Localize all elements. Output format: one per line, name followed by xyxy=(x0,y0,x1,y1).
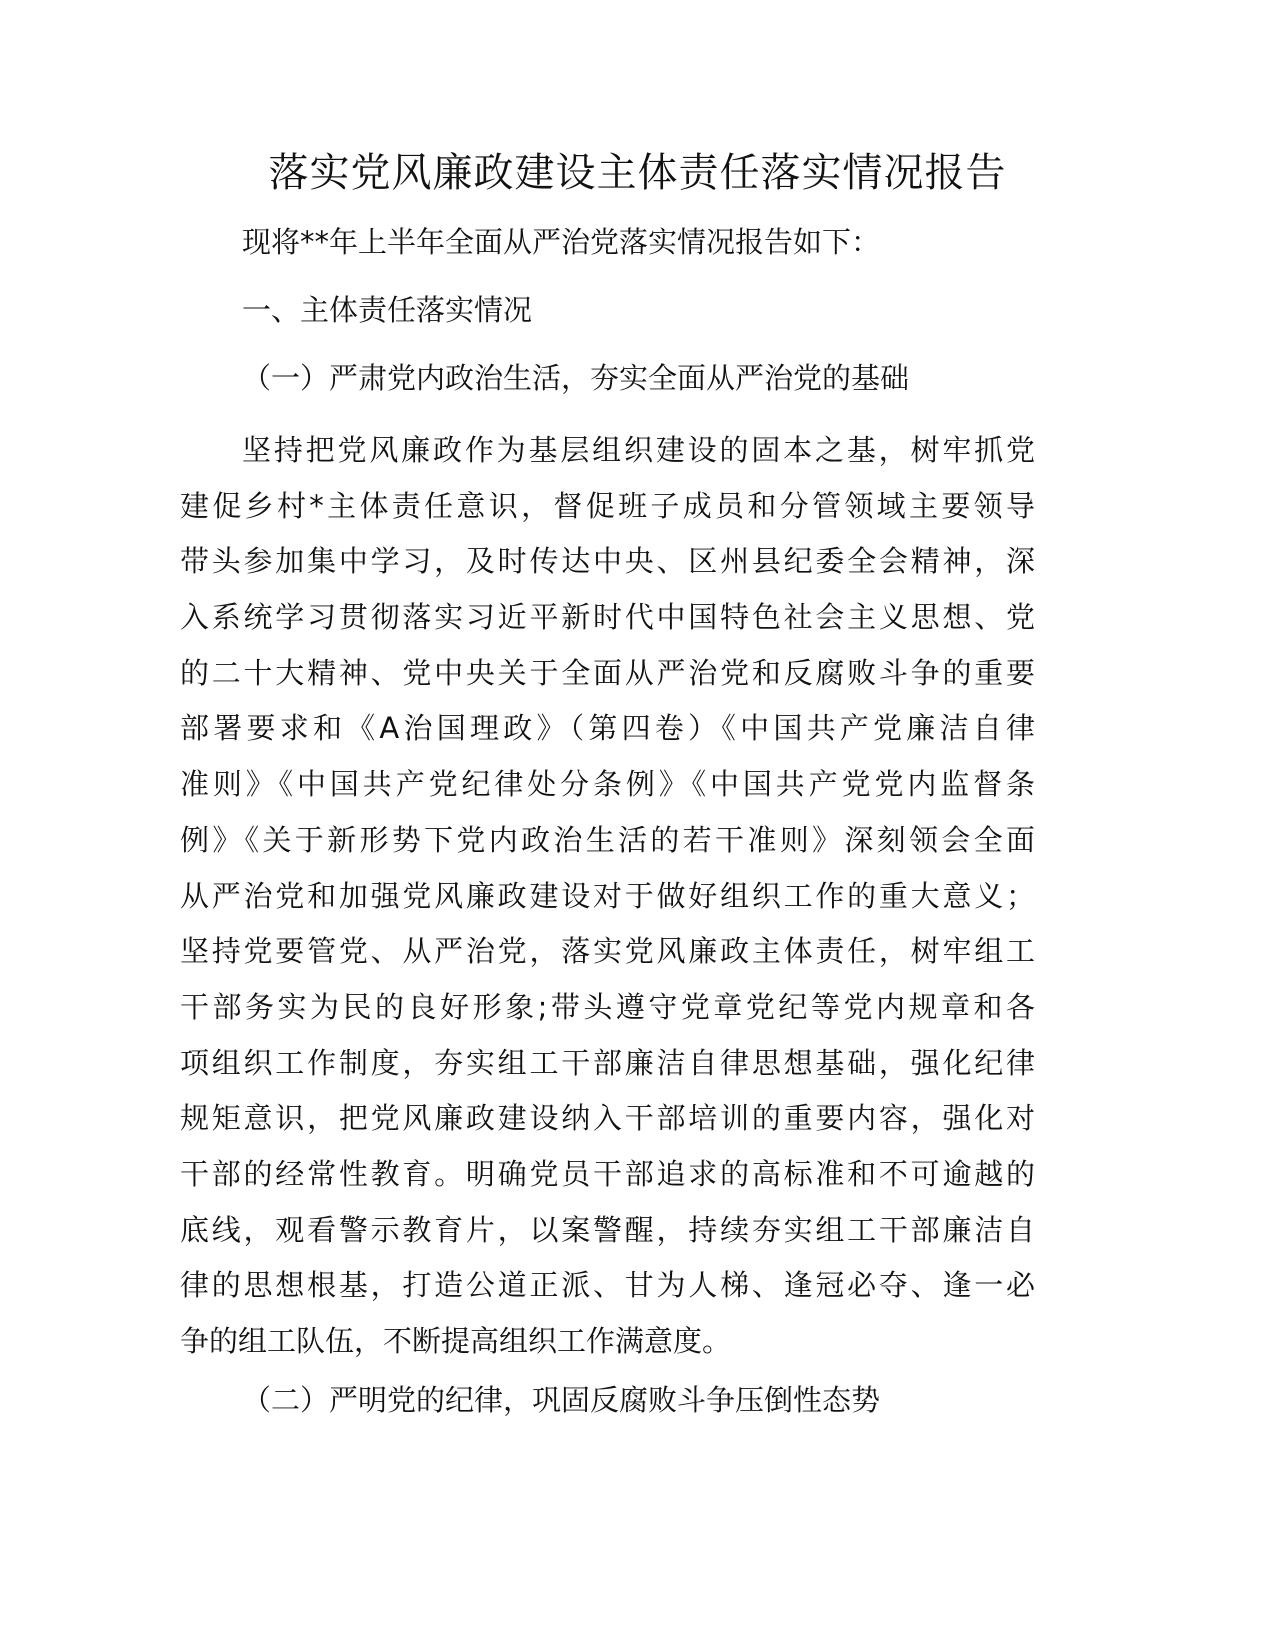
body-line: 部署要求和《A治国理政》（第四卷）《中国共产党廉洁自律 xyxy=(180,711,1035,746)
body-line: 争的组工队伍，不断提高组织工作满意度。 xyxy=(180,1324,732,1358)
body-line: 律的思想根基，打造公道正派、甘为人梯、逢冠必夺、逢一必 xyxy=(180,1268,1035,1303)
body-line: 项组织工作制度，夯实组工干部廉洁自律思想基础，强化纪律 xyxy=(180,1045,1035,1080)
body-line: 干部的经常性教育。明确党员干部追求的高标准和不可逾越的 xyxy=(180,1156,1035,1191)
document-title: 落实党风廉政建设主体责任落实情况报告 xyxy=(268,150,1007,196)
body-line: 准则》《中国共产党纪律处分条例》《中国共产党党内监督条 xyxy=(180,767,1035,802)
body-line: 干部务实为民的良好形象;带头遵守党章党纪等党内规章和各 xyxy=(180,989,1035,1024)
section-heading-1: 一、主体责任落实情况 xyxy=(242,293,533,327)
body-line: 入系统学习贯彻落实习近平新时代中国特色社会主义思想、党 xyxy=(180,600,1035,635)
body-line: 的二十大精神、党中央关于全面从严治党和反腐败斗争的重要 xyxy=(180,655,1035,690)
body-line: 带头参加集中学习，及时传达中央、区州县纪委全会精神，深 xyxy=(180,544,1035,579)
body-line: 规矩意识，把党风廉政建设纳入干部培训的重要内容，强化对 xyxy=(180,1101,1035,1136)
body-line: 例》《关于新形势下党内政治生活的若干准则》深刻领会全面 xyxy=(180,822,1035,857)
body-line: 底线，观看警示教育片，以案警醒，持续夯实组工干部廉洁自 xyxy=(180,1212,1035,1247)
intro-paragraph: 现将**年上半年全面从严治党落实情况报告如下： xyxy=(242,225,881,259)
body-line: 从严治党和加强党风廉政建设对于做好组织工作的重大意义； xyxy=(180,878,1035,913)
body-line: 建促乡村*主体责任意识，督促班子成员和分管领域主要领导 xyxy=(180,488,1035,523)
body-line: 坚持党要管党、从严治党，落实党风廉政主体责任，树牢组工 xyxy=(180,934,1035,969)
subsection-heading-2: （二）严明党的纪律，巩固反腐败斗争压倒性态势 xyxy=(242,1383,881,1417)
body-line: 坚持把党风廉政作为基层组织建设的固本之基，树牢抓党 xyxy=(242,433,1035,467)
subsection-heading-1: （一）严肃党内政治生活，夯实全面从严治党的基础 xyxy=(242,361,910,395)
subsection-1-body xyxy=(180,423,1035,1370)
